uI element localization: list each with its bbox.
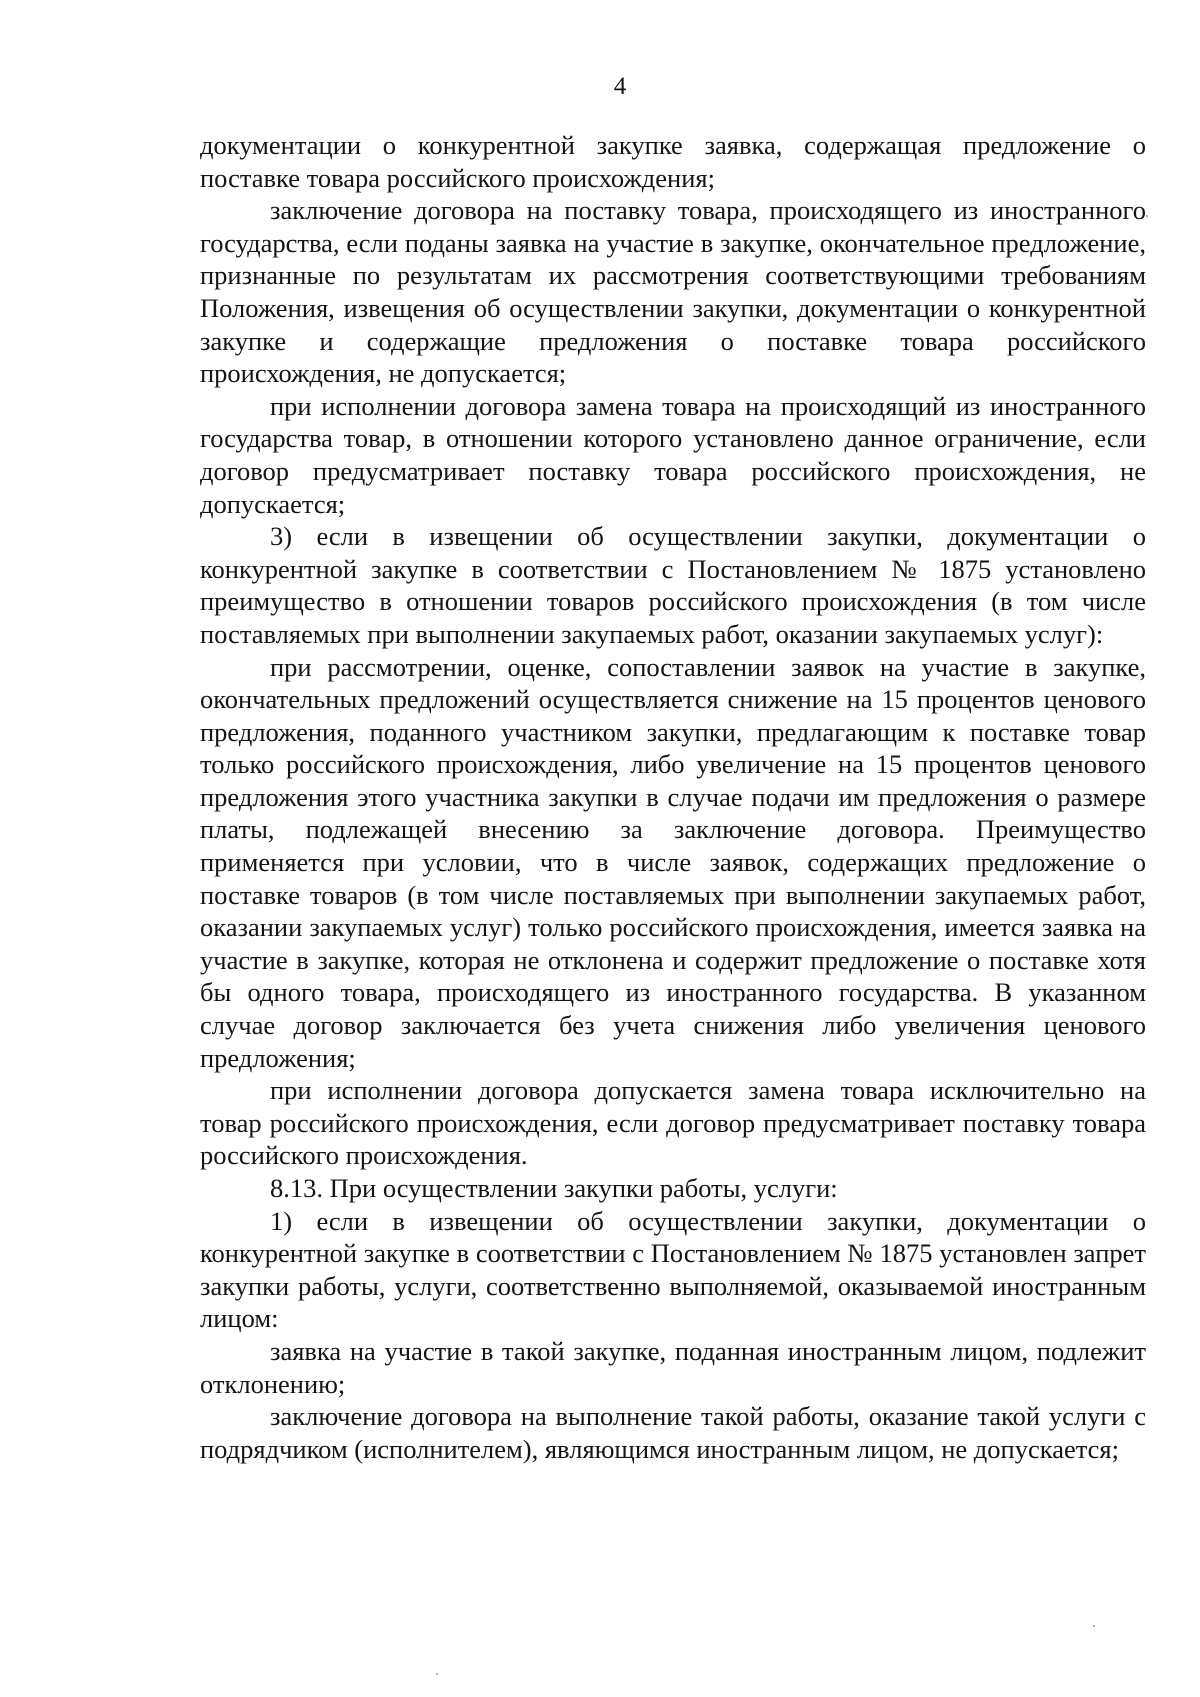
paragraph: 3) если в извещении об осуществлении закупки, документации о конкурентной закупке в соответствии с Постановлением № 1875 установлено преимущество в отношении товаров российского происхождения (в том числе поставляемых при выполнении закупаемых работ, оказании закупаемых услуг): [200, 521, 1146, 649]
paragraph: заключение договора на поставку товара, происходящего из иностранного государства, если поданы заявка на участие в закупке, окончательное предложение, признанные по результатам их рассмотрения соответствующими требованиям Положения, извещения об осуществлении закупки, документации о конкурентной закупке и содержащие предложения о поставке товара российского происхождения, не допускается; [200, 195, 1146, 389]
paragraph: при исполнении договора замена товара на происходящий из иностранного государства товар, в отношении которого установлено данное ограничение, если договор предусматривает поставку товара российского происхождения, не допускается; [200, 390, 1146, 519]
paragraph-continuation: документации о конкурентной закупке заявка, содержащая предложение о поставке товара российского происхождения; [200, 130, 1146, 193]
page-number: 4 [613, 73, 627, 100]
document-body [200, 129, 1146, 1465]
paragraph: заключение договора на выполнение такой работы, оказание такой услуги с подрядчиком (исполнителем), являющимся иностранным лицом, не допускается; [200, 1401, 1146, 1464]
paragraph: при рассмотрении, оценке, сопоставлении заявок на участие в закупке, окончательных предложений осуществляется снижение на 15 процентов ценового предложения, поданного участником закупки, предлагающим к поставке товар только российского происхождения, либо увеличение на 15 процентов ценового предложения этого участника закупки в случае подачи им предложения о размере платы, подлежащей внесению за заключение договора. Преимущество применяется при условии, что в числе заявок, содержащих предложение о поставке товаров (в том числе поставляемых при выполнении закупаемых работ, оказании закупаемых услуг) только российского происхождения, имеется заявка на участие в закупке, которая не отклонена и содержит предложение о поставке хотя бы одного товара, происходящего из иностранного государства. В указанном случае договор заключается без учета снижения либо увеличения ценового предложения; [200, 651, 1146, 1073]
section-heading-8-13: 8.13. При осуществлении закупки работы, услуги: [270, 1173, 838, 1203]
scan-speck [436, 1673, 438, 1675]
scan-speck [1146, 215, 1148, 217]
paragraph: заявка на участие в такой закупке, поданная иностранным лицом, подлежит отклонению; [200, 1335, 1146, 1399]
scan-speck [1093, 1625, 1095, 1627]
paragraph: 1) если в извещении об осуществлении закупки, документации о конкурентной закупке в соответствии с Постановлением № 1875 установлен запрет закупки работы, услуги, соответственно выполняемой, оказываемой иностранным лицом: [200, 1205, 1146, 1334]
paragraph: при исполнении договора допускается замена товара исключительно на товар российского происхождения, если договор предусматривает поставку товара российского происхождения. [200, 1075, 1146, 1171]
